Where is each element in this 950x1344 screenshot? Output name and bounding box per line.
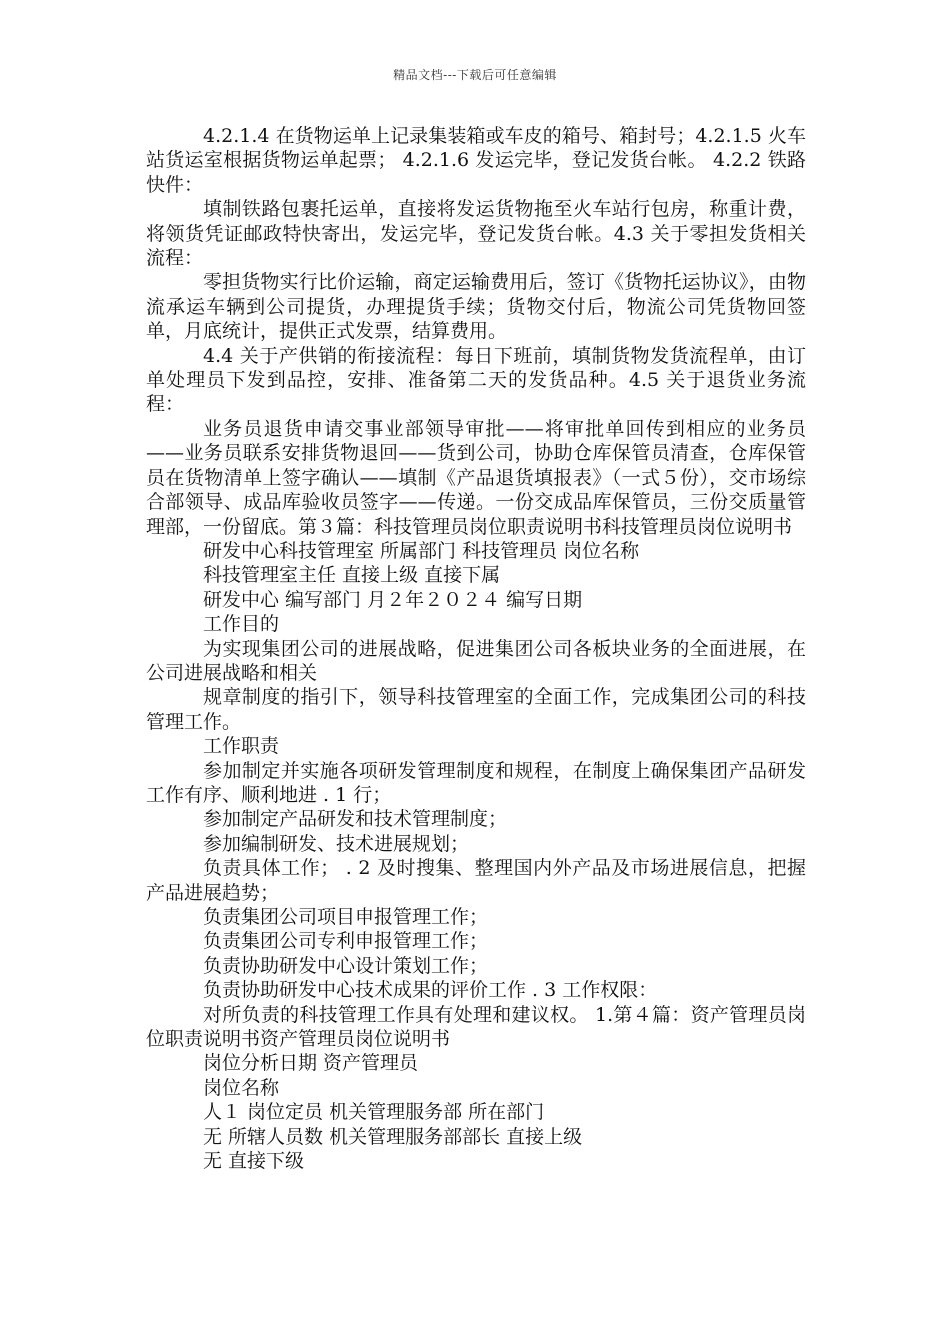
paragraph: 零担货物实行比价运输，商定运输费用后，签订《货物托运协议》，由物流承运车辆到公司提货，办理提货手续；货物交付后，物流公司凭货物回签单，月底统计，提供正式发票，结算费用。 bbox=[146, 271, 806, 343]
section-heading: 工作职责 bbox=[203, 735, 280, 758]
paragraph: 参加制定产品研发和技术管理制度； bbox=[203, 808, 508, 831]
paragraph: 研发中心科技管理室 所属部门 科技管理员 岗位名称 bbox=[203, 539, 640, 562]
paragraph: 岗位名称 bbox=[203, 1076, 280, 1099]
paragraph: 负责协助研发中心技术成果的评价工作 . 3 工作权限： bbox=[203, 979, 658, 1002]
paragraph: 4.2.1.4 在货物运单上记录集装箱或车皮的箱号、箱封号；4.2.1.5 火车站货运室根据货物运单起票； 4.2.1.6 发运完毕，登记发货台帐。 4.2.2 铁路快件： bbox=[146, 125, 806, 196]
paragraph: 负责具体工作； . 2 及时搜集、整理国内外产品及市场进展信息，把握产品进展趋势； bbox=[146, 857, 806, 904]
paragraph: 研发中心 编写部门 月２年２０２４ 编写日期 bbox=[203, 588, 583, 611]
paragraph: 负责集团公司专利申报管理工作； bbox=[203, 930, 489, 953]
section-heading: 工作目的 bbox=[203, 613, 280, 636]
document-body bbox=[146, 124, 806, 1173]
paragraph: 无 所辖人员数 机关管理服务部部长 直接上级 bbox=[203, 1125, 583, 1148]
paragraph: 4.4 关于产供销的衔接流程：每日下班前，填制货物发货流程单，由订单处理员下发到品控，安排、准备第二天的发货品种。4.5 关于退货业务流程： bbox=[146, 344, 806, 416]
paragraph: 对所负责的科技管理工作具有处理和建议权。 1.第４篇：资产管理员岗位职责说明书资产管理员岗位说明书 bbox=[146, 1003, 806, 1051]
paragraph: 岗位分析日期 资产管理员 bbox=[203, 1052, 419, 1075]
paragraph: 负责集团公司项目申报管理工作； bbox=[203, 906, 489, 928]
paragraph: 业务员退货申请交事业部领导审批——将审批单回传到相应的业务员——业务员联系安排货物退回——货到公司，协助仓库保管员清查，仓库保管员在货物清单上签字确认——填制《产品退货填报表》（一式５份），交市场综合部领导、成品库验收员签字——传递。一份交成品库保管员，三份交质量管理部，一份留底。第３篇：科技管理员岗位职责说明书科技管理员岗位说明书 bbox=[146, 417, 806, 538]
paragraph: 填制铁路包裹托运单，直接将发运货物拖至火车站行包房，称重计费，将领货凭证邮政特快寄出，发运完毕，登记发货台帐。4.3 关于零担发货相关流程： bbox=[146, 198, 806, 270]
paragraph: 参加编制研发、技术进展规划； bbox=[203, 832, 470, 855]
paragraph: 负责协助研发中心设计策划工作； bbox=[203, 954, 489, 977]
paragraph: 为实现集团公司的进展战略，促进集团公司各板块业务的全面进展，在公司进展战略和相关 bbox=[146, 637, 806, 684]
paragraph: 科技管理室主任 直接上级 直接下属 bbox=[203, 564, 501, 587]
paragraph: 无 直接下级 bbox=[203, 1150, 305, 1173]
paragraph: 参加制定并实施各项研发管理制度和规程，在制度上确保集团产品研发工作有序、顺利地进 . 1 行； bbox=[146, 759, 806, 806]
paragraph: 规章制度的指引下，领导科技管理室的全面工作，完成集团公司的科技管理工作。 bbox=[146, 686, 806, 733]
page-header: 精品文档---下载后可任意编辑 bbox=[393, 68, 557, 82]
paragraph: 人１ 岗位定员 机关管理服务部 所在部门 bbox=[203, 1101, 545, 1124]
